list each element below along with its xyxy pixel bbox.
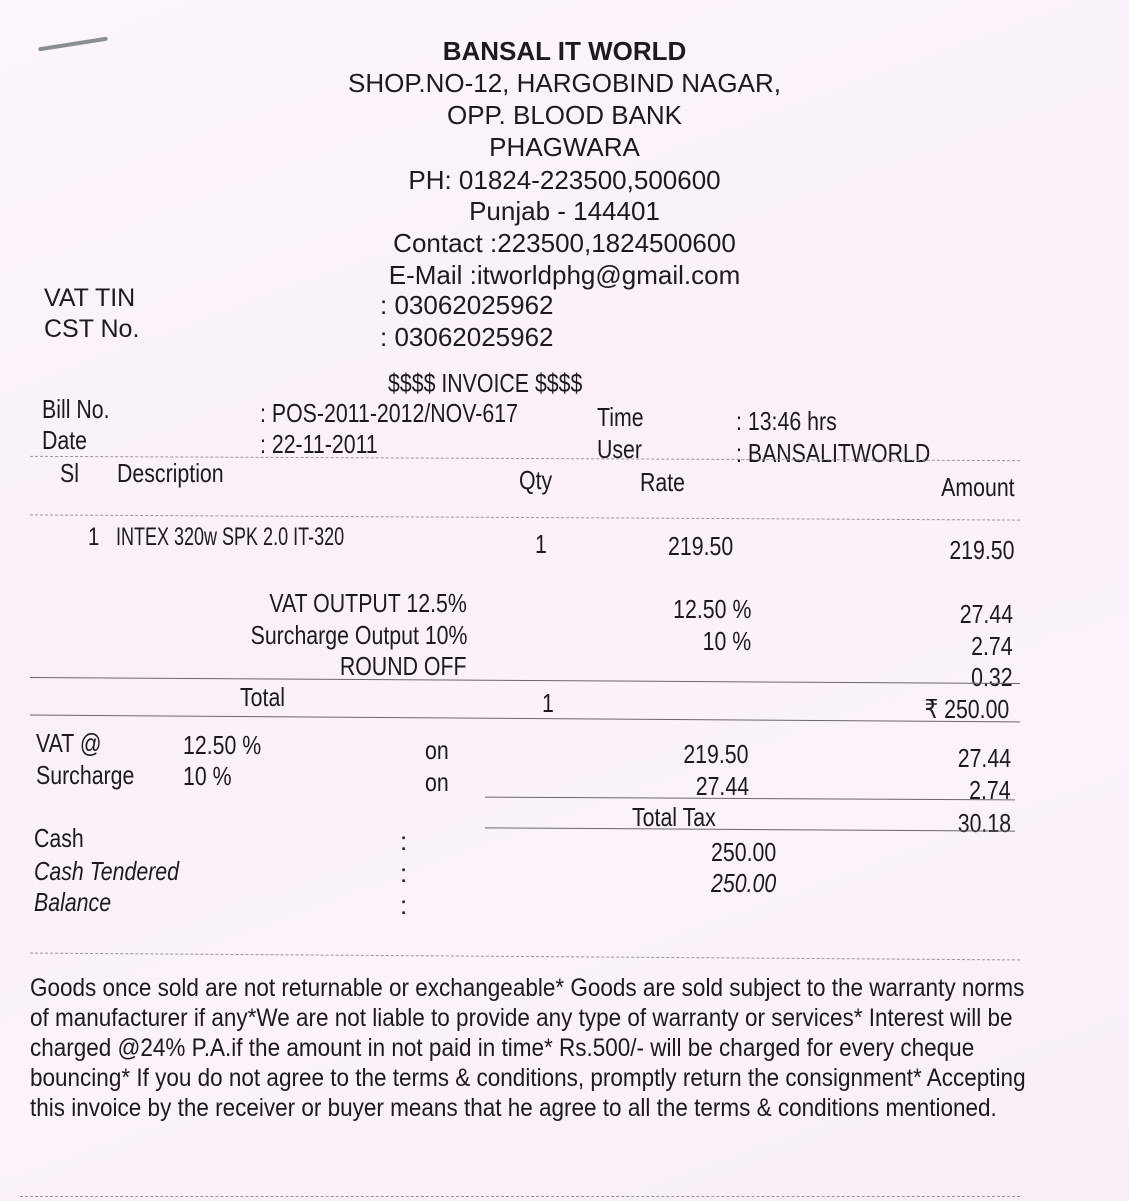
vat-tin-label: VAT TIN	[44, 284, 136, 312]
time-label: Time	[597, 402, 644, 432]
tax-vat-rate: 12.50 %	[672, 594, 751, 624]
surcharge-summary-label: Surcharge	[36, 760, 135, 790]
terms-and-conditions: Goods once sold are not returnable or exchangeable* Goods are sold subject to the warranty norms of manufacturer if any*We are not liable to provide any type of warranty or services* Interest will be charged @24% P.A.if the amount in not paid in time* Rs.500/- will be charged for every cheque bouncing* If you do not agree to the terms & conditions, promptly return the consignment* Accepting this invoice by the receiver or buyer means that he agree to all the terms & conditions mentioned.	[30, 974, 1026, 1122]
item-description: INTEX 320w SPK 2.0 IT-320	[116, 523, 345, 551]
contact-line: Contact :223500,1824500600	[393, 228, 736, 258]
tax-vat-label: VAT OUTPUT 12.5%	[269, 588, 467, 618]
col-header-description: Description	[117, 458, 224, 488]
date-label: Date	[42, 425, 88, 455]
vat-summary-amount: 27.44	[957, 743, 1011, 773]
phone-line: PH: 01824-223500,500600	[408, 165, 721, 195]
cash-tendered-label: Cash Tendered	[34, 856, 180, 886]
vat-summary-base: 219.50	[683, 739, 749, 769]
balance-colon: :	[400, 890, 408, 920]
bill-no-value: : POS-2011-2012/NOV-617	[260, 398, 518, 428]
col-header-qty: Qty	[519, 465, 553, 495]
round-off-label: ROUND OFF	[340, 651, 467, 681]
address-line-1: SHOP.NO-12, HARGOBIND NAGAR,	[348, 68, 781, 98]
col-header-rate: Rate	[640, 467, 686, 497]
balance-label: Balance	[34, 887, 112, 917]
time-value: : 13:46 hrs	[736, 406, 837, 436]
tax-vat-amount: 27.44	[959, 599, 1013, 629]
tax-surcharge-label: Surcharge Output 10%	[250, 620, 467, 650]
address-line-3: PHAGWARA	[489, 132, 640, 162]
total-qty: 1	[542, 688, 554, 718]
item-sl: 1	[88, 523, 100, 551]
vat-summary-on: on	[425, 735, 449, 765]
surcharge-summary-on: on	[425, 767, 449, 797]
total-tax-label: Total Tax	[632, 802, 716, 832]
total-amount: ₹ 250.00	[924, 694, 1009, 724]
invoice-title: $$$$ INVOICE $$$$	[388, 368, 583, 398]
round-off-amount: 0.32	[971, 662, 1013, 692]
cash-colon: :	[400, 826, 408, 856]
tax-surcharge-rate: 10 %	[702, 626, 751, 656]
surcharge-summary-rate: 10 %	[183, 761, 232, 791]
user-value: : BANSALITWORLD	[736, 438, 931, 468]
vat-tin-value: : 03062025962	[380, 290, 554, 320]
date-value: : 22-11-2011	[260, 429, 378, 459]
vat-summary-label: VAT @	[36, 728, 102, 758]
address-line-2: OPP. BLOOD BANK	[446, 100, 683, 130]
item-amount: 219.50	[949, 535, 1015, 565]
state-pin-line: Punjab - 144401	[469, 196, 660, 226]
col-header-sl: Sl	[60, 458, 79, 488]
cst-value: : 03062025962	[380, 322, 554, 352]
divider	[20, 1196, 1020, 1197]
surcharge-summary-amount: 2.74	[969, 775, 1011, 805]
cash-label: Cash	[34, 823, 84, 853]
user-label: User	[597, 434, 643, 464]
tax-surcharge-amount: 2.74	[971, 631, 1013, 661]
cash-tendered-value: 250.00	[711, 868, 777, 898]
bill-no-label: Bill No.	[42, 394, 110, 424]
item-rate: 219.50	[668, 531, 734, 561]
total-label: Total	[240, 682, 286, 712]
store-name: BANSAL IT WORLD	[442, 36, 687, 66]
cst-label: CST No.	[44, 315, 140, 343]
email-line: E-Mail :itworldphg@gmail.com	[388, 260, 741, 290]
vat-summary-rate: 12.50 %	[183, 730, 262, 760]
surcharge-summary-base: 27.44	[695, 771, 749, 801]
item-qty: 1	[535, 529, 547, 559]
cash-value: 250.00	[711, 837, 777, 867]
cash-tendered-colon: :	[400, 858, 408, 888]
total-tax-value: 30.18	[957, 808, 1011, 838]
col-header-amount: Amount	[941, 472, 1015, 502]
